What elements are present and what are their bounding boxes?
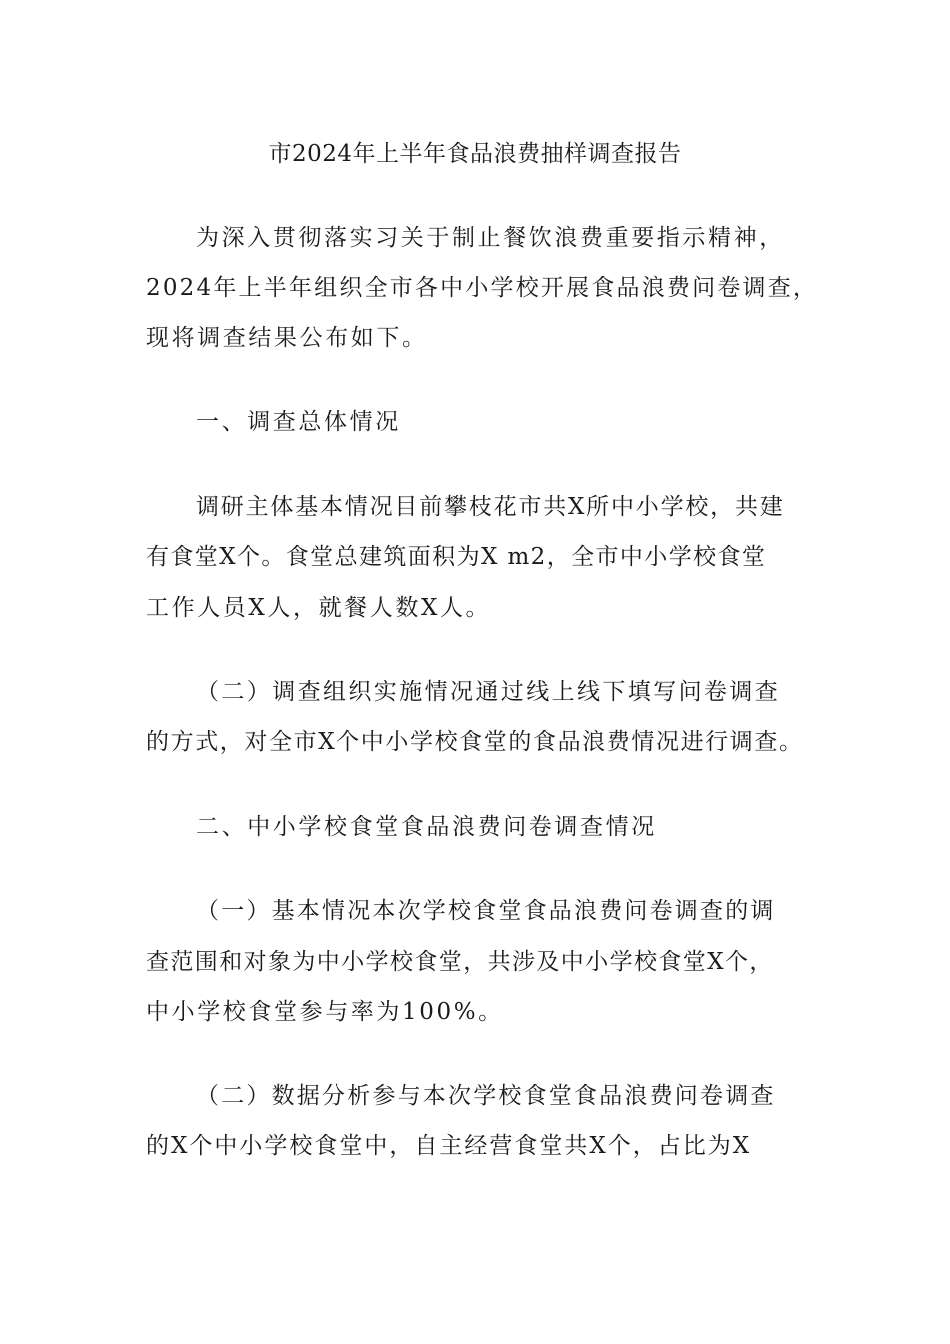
paragraph-line: 查范围和对象为中小学校食堂，共涉及中小学校食堂X个，: [146, 949, 774, 975]
paragraph-line: 工作人员X人，就餐人数X人。: [146, 595, 492, 621]
paragraph-line: 有食堂X个。食堂总建筑面积为X m2，全市中小学校食堂: [146, 544, 767, 570]
paragraph-line: 现将调查结果公布如下。: [146, 325, 428, 351]
paragraph-line: （二）调查组织实施情况通过线上线下填写问卷调查: [196, 679, 781, 705]
paragraph-line: 为深入贯彻落实习关于制止餐饮浪费重要指示精神，: [196, 225, 785, 251]
paragraph-line: 中小学校食堂参与率为100%。: [146, 999, 504, 1025]
paragraph-line: 2024年上半年组织全市各中小学校开展食品浪费问卷调查，: [146, 275, 819, 301]
paragraph-line: （一）基本情况本次学校食堂食品浪费问卷调查的调: [196, 898, 776, 924]
document-title: 市2024年上半年食品浪费抽样调查报告: [268, 141, 682, 167]
section-heading: 一、调查总体情况: [196, 409, 401, 435]
paragraph-line: （二）数据分析参与本次学校食堂食品浪费问卷调查: [196, 1083, 776, 1109]
paragraph-line: 的方式，对全市X个中小学校食堂的食品浪费情况进行调查。: [146, 729, 804, 755]
paragraph-line: 调研主体基本情况目前攀枝花市共X所中小学校，共建: [196, 494, 785, 520]
section-heading: 二、中小学校食堂食品浪费问卷调查情况: [196, 814, 657, 840]
paragraph-line: 的X个中小学校食堂中，自主经营食堂共X个，占比为X: [146, 1133, 752, 1159]
